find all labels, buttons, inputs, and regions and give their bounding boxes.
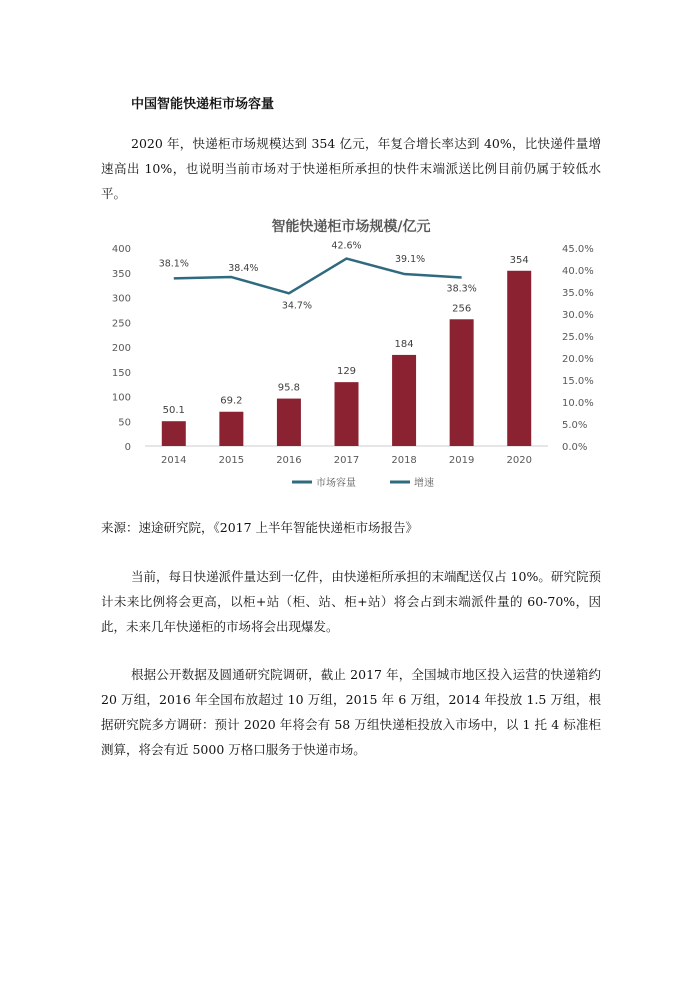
bar <box>219 412 243 446</box>
right-tick-label: 30.0% <box>562 310 594 321</box>
bar-value-label: 50.1 <box>162 405 185 417</box>
left-tick-label: 250 <box>111 318 131 330</box>
chart-title: 智能快递柜市场规模/亿元 <box>271 219 431 235</box>
section-heading: 中国智能快递柜市场容量 <box>131 97 275 112</box>
legend-label: 增速 <box>414 478 434 489</box>
intro-paragraph: 2020 年，快递柜市场规模达到 354 亿元，年复合增长率达到 40%，比快递件量增速高出 10%，也说明当前市场对于快递柜所承担的快件末端派送比例目前仍属于较低水平。 <box>101 136 601 201</box>
right-tick-label: 10.0% <box>562 398 594 409</box>
right-tick-label: 25.0% <box>562 332 594 343</box>
x-tick-label: 2016 <box>276 455 302 466</box>
left-tick-label: 0 <box>124 442 131 453</box>
line-value-label: 42.6% <box>331 240 362 252</box>
line-value-label: 34.7% <box>281 300 313 312</box>
right-tick-label: 0.0% <box>562 442 588 453</box>
right-tick-label: 20.0% <box>562 354 594 365</box>
market-size-chart <box>101 205 601 495</box>
bar <box>277 399 301 446</box>
bar-value-label: 256 <box>452 303 472 315</box>
bar <box>450 319 474 446</box>
bar-value-label: 69.2 <box>220 395 243 407</box>
bar <box>507 271 531 446</box>
right-tick-label: 40.0% <box>562 266 594 277</box>
bar <box>162 421 186 446</box>
left-tick-label: 350 <box>111 268 131 280</box>
bar-value-label: 95.8 <box>277 382 301 394</box>
chart-source-note: 来源：速途研究院，《2017 上半年智能快递柜市场报告》 <box>101 520 419 535</box>
line-value-label: 38.3% <box>446 283 477 295</box>
x-tick-label: 2015 <box>218 455 245 466</box>
left-tick-label: 150 <box>111 367 131 379</box>
right-tick-label: 5.0% <box>562 420 588 431</box>
line-value-label: 39.1% <box>394 253 426 265</box>
x-tick-label: 2017 <box>333 455 360 466</box>
bar <box>392 355 416 446</box>
bar-value-label: 354 <box>509 254 529 266</box>
x-tick-label: 2014 <box>161 455 187 466</box>
x-tick-label: 2019 <box>448 455 475 466</box>
x-axis-labels <box>161 455 532 466</box>
right-axis-ticks <box>562 244 594 453</box>
left-tick-label: 50 <box>118 417 131 429</box>
x-tick-label: 2018 <box>391 455 417 466</box>
x-tick-label: 2020 <box>506 455 532 466</box>
right-tick-label: 35.0% <box>562 288 594 299</box>
bar-value-label: 184 <box>394 338 414 350</box>
legend-label: 市场容量 <box>316 478 356 489</box>
paragraph-deployment-data: 根据公开数据及圆通研究院调研，截止 2017 年，全国城市地区投入运营的快递箱约 20 万组，2016 年全国布放超过 10 万组，2015 年 6 万组，2014 年投放 1.5 万组，根据研究院多方调研：预计 2020 年将会有 58 万组快递柜投放入市场中，以 1 托 4 标准柜测算，将会有近 5000 万格口服务于快递市场。 <box>101 667 601 757</box>
line-value-label: 38.4% <box>228 263 259 275</box>
bar-value-label: 129 <box>336 366 357 378</box>
chart-legend <box>292 476 434 489</box>
bar <box>335 382 359 446</box>
left-tick-label: 200 <box>111 343 131 354</box>
right-tick-label: 45.0% <box>562 244 594 255</box>
right-tick-label: 15.0% <box>562 376 594 387</box>
paragraph-market-outlook: 当前，每日快递派件量达到一亿件，由快递柜所承担的末端配送仅占 10%。研究院预计未来比例将会更高，以柜+站（柜、站、柜+站）将会占到末端派件量的 60-70%，因此，未来几年快递柜的市场将会出现爆发。 <box>101 569 601 634</box>
bar-series <box>162 271 531 446</box>
left-tick-label: 400 <box>111 244 131 255</box>
left-axis-ticks <box>112 244 131 453</box>
line-value-label: 38.1% <box>158 258 189 270</box>
left-tick-label: 100 <box>111 392 131 404</box>
left-tick-label: 300 <box>111 293 131 305</box>
